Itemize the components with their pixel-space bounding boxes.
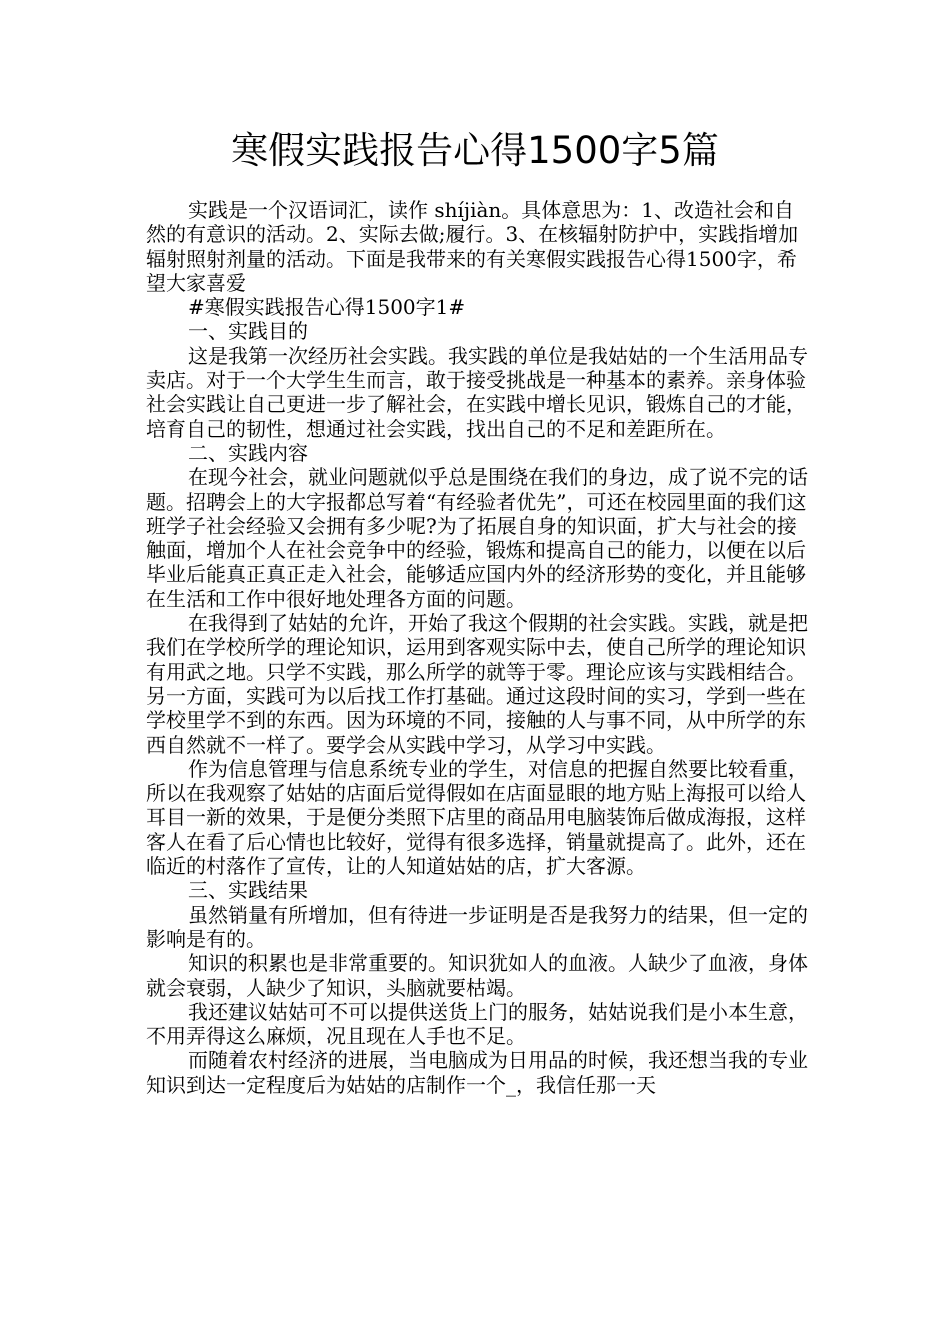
paragraph: 而随着农村经济的进展，当电脑成为日用品的时候，我还想当我的专业知识到达一定程度后为姑姑的店制作一个_，我信任那一天 [146,1048,808,1097]
paragraph: 在现今社会，就业问题就似乎总是围绕在我们的身边，成了说不完的话题。招聘会上的大字报都总写着“有经验者优先”，可还在校园里面的我们这班学子社会经验又会拥有多少呢?为了拓展自身的知识面，扩大与社会的接触面，增加个人在社会竞争中的经验，锻炼和提高自己的能力，以便在以后毕业后能真正真正走入社会，能够适应国内外的经济形势的变化，并且能够在生活和工作中很好地处理各方面的问题。 [146,465,808,611]
paragraph: 我还建议姑姑可不可以提供送货上门的服务，姑姑说我们是小本生意，不用弄得这么麻烦，况且现在人手也不足。 [146,999,808,1049]
paragraph: 知识的积累也是非常重要的。知识犹如人的血液。人缺少了血液，身体就会衰弱，人缺少了知识，头脑就要枯竭。 [146,951,808,1000]
document-title: 寒假实践报告心得1500字5篇 [231,129,719,172]
subheading-purpose: 一、实践目的 [188,319,308,344]
document-body [146,198,810,1097]
paragraph-intro: 实践是一个汉语词汇，读作 shíjiàn。具体意思为：1、改造社会和自然的有意识的活动。2、实际去做;履行。3、在核辐射防护中，实践指增加辐射照射剂量的活动。下面是我带来的有关寒假实践报告心得1500字，希望大家喜爱 [146,198,799,295]
paragraph: 这是我第一次经历社会实践。我实践的单位是我姑姑的一个生活用品专卖店。对于一个大学生生而言，敢于接受挑战是一种基本的素养。亲身体验社会实践让自己更进一步了解社会，在实践中增长见识，锻炼自己的才能，培育自己的韧性，想通过社会实践，找出自己的不足和差距所在。 [146,343,808,441]
paragraph: 在我得到了姑姑的允许，开始了我这个假期的社会实践。实践，就是把我们在学校所学的理论知识，运用到客观实际中去，使自己所学的理论知识有用武之地。只学不实践，那么所学的就等于零。理论应该与实践相结合。另一方面，实践可为以后找工作打基础。通过这段时间的实习，学到一些在学校里学不到的东西。因为环境的不同，接触的人与事不同，从中所学的东西自然就不一样了。要学会从实践中学习，从学习中实践。 [146,611,808,757]
paragraph: 作为信息管理与信息系统专业的学生，对信息的把握自然要比较看重，所以在我观察了姑姑的店面后觉得假如在店面显眼的地方贴上海报可以给人耳目一新的效果，于是便分类照下店里的商品用电脑装饰后做成海报，这样客人在看了后心情也比较好，觉得有很多选择，销量就提高了。此外，还在临近的村落作了宣传，让的人知道姑姑的店，扩大客源。 [146,756,808,879]
subheading-result: 三、实践结果 [188,878,308,903]
paragraph: 虽然销量有所增加，但有待进一步证明是否是我努力的结果，但一定的影响是有的。 [146,902,808,951]
section-heading-1: #寒假实践报告心得1500字1# [188,295,466,320]
subheading-content: 二、实践内容 [188,440,308,465]
